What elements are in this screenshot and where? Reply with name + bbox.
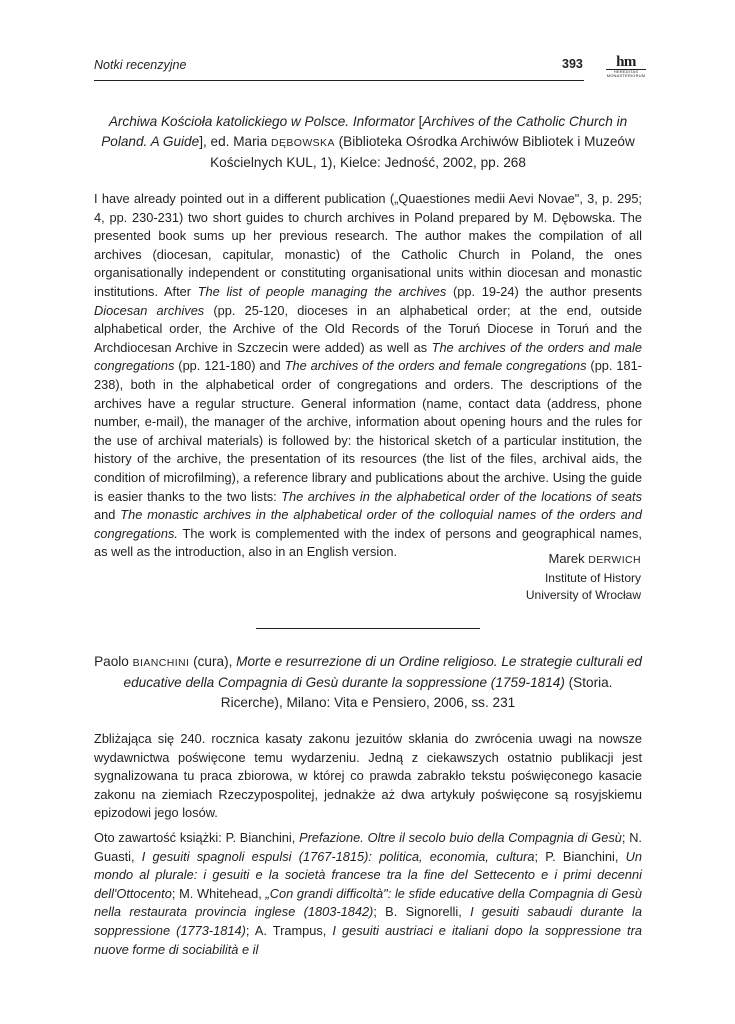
review-2-paragraph-2 bbox=[94, 829, 642, 959]
review-1-title-en: Archives of the Catholic Church in Poland. A Guide bbox=[101, 114, 628, 149]
review-1-paragraph bbox=[94, 190, 642, 562]
italic-run: I gesuiti spagnoli espulsi (1767-1815): politica, economia, cultura bbox=[141, 848, 535, 864]
italic-run: I gesuiti sabaudi durante la soppressione (1773-1814) bbox=[94, 904, 642, 938]
reviewer-institute: Institute of History bbox=[544, 570, 641, 585]
text-run: ; P. Bianchini, bbox=[534, 848, 626, 864]
page-number: 393 bbox=[562, 57, 583, 71]
editor-surname: DĘBOWSKA bbox=[270, 137, 335, 149]
text-run: ; N. Guasti, bbox=[94, 829, 642, 864]
reviewer-university: University of Wrocław bbox=[525, 588, 641, 602]
journal-logo bbox=[606, 55, 646, 78]
header-rule bbox=[94, 80, 584, 81]
italic-run: The monastic archives in the alphabetical order of the colloquial names of the orders and congregations. bbox=[94, 507, 642, 541]
review-2-paragraph-1: Zbliżająca się 240. rocznica kasaty zakonu jezuitów skłania do zwrócenia uwagi na nowsze wydawnictwa poświęcone temu wydarzeniu. Jedną z ciekawszych ostatnio publikacji jest sygnalizowana tu praca zbiorowa, w której co prawda zabrakło tekstu poświęconego kasacie zakonu na ziemiach Rzeczypospolitej, jednakże aż dwa artykuły poświęcone są rosyjskiemu epizodowi jego losów. bbox=[94, 731, 642, 821]
review-2-body bbox=[94, 730, 642, 959]
reviewer-surname: DERWICH bbox=[588, 554, 641, 566]
review-2-title: Morte e resurrezione di un Ordine religioso. Le strategie culturali ed educative della Compagnia di Gesù durante la soppressione (1759-1814) bbox=[123, 654, 642, 690]
section-separator bbox=[256, 628, 480, 629]
text-run: (pp. 121-180) and bbox=[174, 358, 285, 374]
italic-run: The archives of the orders and male congregations bbox=[94, 339, 643, 374]
italic-run: The list of people managing the archives bbox=[197, 283, 447, 299]
text-run: ; B. Signorelli, bbox=[373, 904, 471, 920]
review-1-body bbox=[94, 190, 642, 562]
reviewer-first-name: Marek bbox=[548, 551, 589, 566]
italic-run: Prefazione. Oltre il secolo buio della Compagnia di Gesù bbox=[299, 829, 622, 845]
review-1-signature bbox=[526, 550, 641, 605]
text-run: (pp. 181-238), both in the alphabetical order of congregations and orders. The descriptions of the archives have a regular structure. General information (name, contact data (address, phone number, e-mail), the manager of the archive, information about opening hours and the rules for the use of archival materials) is followed by: the historical sketch of a particular institution, the history of the archive, the presentation of its resources (the list of the files, archival aids, the condition of microfilming), a reference library and publications about the archive. Using the guide is easier thanks to the two lists: bbox=[94, 358, 642, 504]
text-run: I have already pointed out in a different publication („Quaestiones medii Aevi Novae", 3, p. 295; 4, pp. 230-231) two short guides to church archives in Poland prepared by M. Dębowska. The presented book sums up her previous research. The author makes the compilation of all archives (diocesan, capitular, monastic) of the Catholic Church in Poland, the ones organisationally independent or constituting organisational units within diocesan and monastic institutions. After bbox=[94, 191, 642, 299]
italic-run: I gesuiti austriaci e italiani dopo la soppressione tra nuove forme di sociabilità e il bbox=[94, 922, 642, 957]
review-1-publisher: (Biblioteka Ośrodka Archiwów Bibliotek i Muzeów Kościelnych KUL, 1), Kielce: Jedność, 2002, pp. 268 bbox=[210, 134, 635, 170]
author-first-name: Paolo bbox=[94, 654, 133, 669]
review-1-heading bbox=[94, 112, 642, 173]
bracket-open: [ bbox=[414, 114, 423, 129]
italic-run: Diocesan archives bbox=[94, 302, 205, 318]
text-run: Oto zawartość książki: P. Bianchini, bbox=[94, 829, 300, 845]
logo-text: HEREDITAS MONASTERIORUM bbox=[606, 69, 646, 78]
review-1-title-pl: Archiwa Kościoła katolickiego w Polsce. Informator bbox=[108, 114, 415, 129]
text-run: and bbox=[94, 507, 121, 523]
logo-mark: hm bbox=[616, 54, 636, 70]
running-title: Notki recenzyjne bbox=[94, 58, 187, 72]
author-surname: BIANCHINI bbox=[132, 657, 190, 669]
cura-label: (cura), bbox=[189, 654, 237, 669]
review-2-publisher: (Storia. Ricerche), Milano: Vita e Pensiero, 2006, ss. 231 bbox=[220, 675, 613, 710]
italic-run: Un mondo al plurale: i gesuiti e la società francese tra la fine del Settecento e i primi decenni dell'Ottocento bbox=[94, 848, 642, 901]
editor-prefix: ], ed. Maria bbox=[199, 134, 271, 149]
reviewer-name bbox=[526, 550, 641, 570]
text-run: (pp. 25-120, dioceses in an alphabetical order; at the end, outside alphabetical order, the Archive of the Old Records of the Toruń Diocese in Toruń and the Archdiocesan Archive in Szczecin were added) as well as bbox=[94, 302, 642, 355]
italic-run: The archives in the alphabetical order of the locations of seats bbox=[281, 488, 642, 504]
text-run: ; A. Trampus, bbox=[245, 922, 333, 938]
italic-run: „Con grandi difficoltà": le sfide educative della Compagnia di Gesù nella restaurata provincia inglese (1803-1842) bbox=[94, 885, 642, 920]
review-2-heading bbox=[94, 652, 642, 713]
text-run: The work is complemented with the index of persons and geographical names, as well as the introduction, also in an English version. bbox=[94, 525, 642, 560]
italic-run: The archives of the orders and female congregations bbox=[284, 358, 587, 374]
text-run: ; M. Whitehead, bbox=[171, 885, 266, 901]
text-run: (pp. 19-24) the author presents bbox=[446, 283, 642, 299]
